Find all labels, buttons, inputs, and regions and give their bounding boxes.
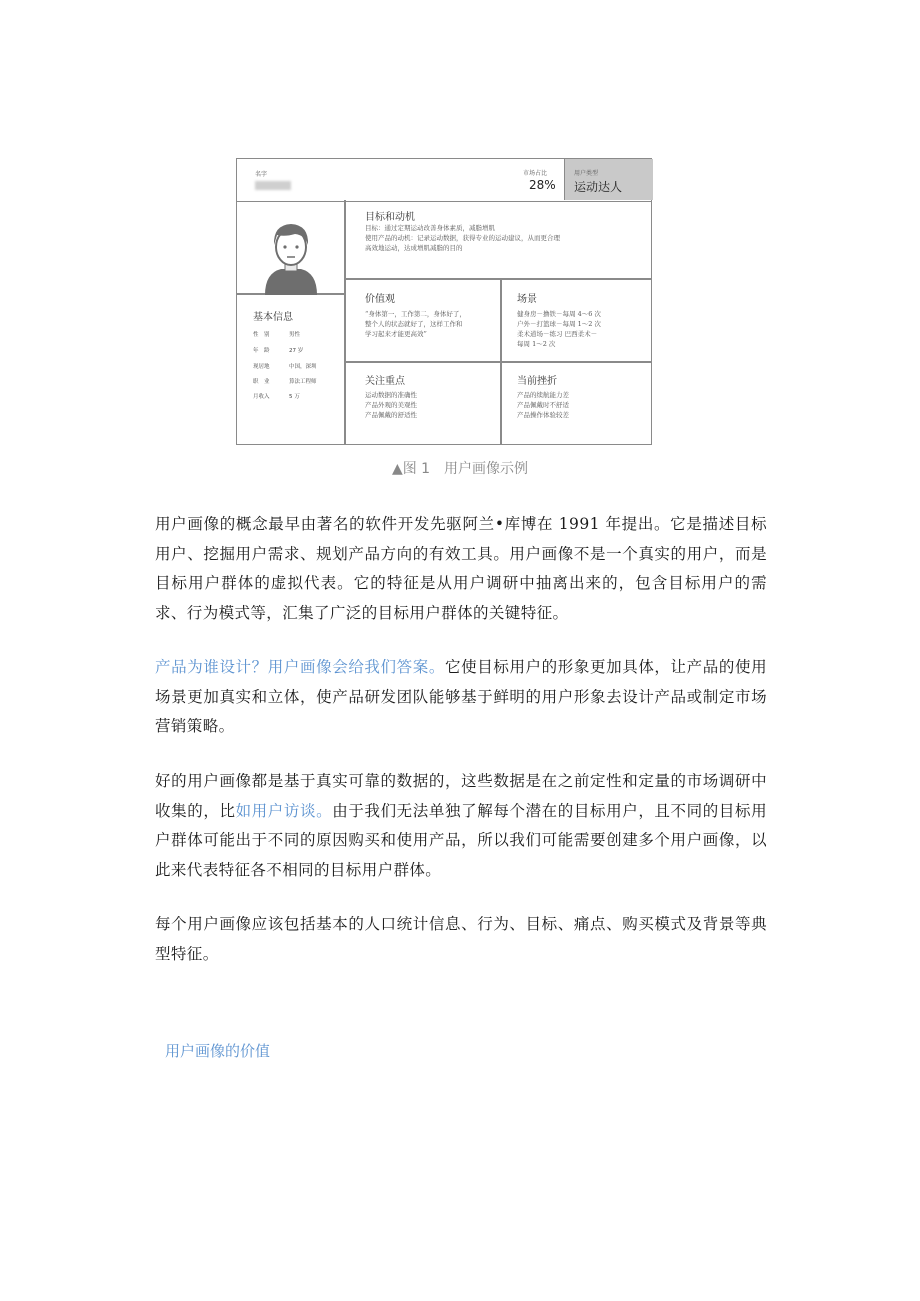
basic-info-title: 基本信息 (253, 312, 293, 323)
divider (344, 200, 346, 445)
paragraph-2: 产品为谁设计？用户画像会给我们答案。它使目标用户的形象更加具体，让产品的使用场景更加真实和立体，使产品研发团队能够基于鲜明的用户形象去设计产品或制定市场营销策略。 (155, 658, 767, 735)
figure-caption: ▲图 1 用户画像示例 (391, 461, 529, 477)
divider (500, 278, 502, 445)
divider (344, 361, 652, 363)
persona-header (237, 159, 651, 202)
frustrations-body: 产品的续航能力差 产品佩戴时不舒适 产品操作体验较差 (517, 391, 569, 419)
values-title: 价值观 (365, 294, 395, 305)
scenes-title: 场景 (517, 294, 537, 305)
basic-info-row: 性 别 男性 (253, 332, 301, 338)
name-label: 名字 (255, 171, 268, 178)
avatar-icon (265, 217, 317, 295)
inline-link-who-we-design-for[interactable]: 产品为谁设计？用户画像会给我们答案。 (155, 658, 445, 676)
paragraph-3: 好的用户画像都是基于真实可靠的数据的，这些数据是在之前定性和定量的市场调研中收集的，比如用户访谈。由于我们无法单独了解每个潜在的目标用户，且不同的目标用户群体可能出于不同的原因购买和使用产品，所以我们可能需要创建多个用户画像，以此来代表特征各不相同的目标用户群体。 (155, 772, 767, 879)
paragraph-1: 用户画像的概念最早由著名的软件开发先驱阿兰•库博在 1991 年提出。它是描述目标用户、挖掘用户需求、规划产品方向的有效工具。用户画像不是一个真实的用户，而是目标用户群体的虚拟代表。它的特征是从用户调研中抽离出来的，包含目标用户的需求、行为模式等，汇集了广泛的目标用户群体的关键特征。 (155, 515, 767, 622)
basic-info-row: 月收入 5 万 (253, 394, 300, 400)
market-share-value: 28% (529, 178, 556, 192)
frustrations-title: 当前挫折 (517, 376, 557, 387)
values-body: “身体第一，工作第二，身体好了， 整个人的状态就好了，这样工作和 学习起来才能更高效” (365, 310, 466, 338)
paragraph-4: 每个用户画像应该包括基本的人口统计信息、行为、目标、痛点、购买模式及背景等典型特征。 (155, 915, 767, 963)
name-value-blurred (255, 181, 291, 190)
basic-info-row: 年 龄 27 岁 (253, 348, 304, 354)
user-type-value: 运动达人 (574, 180, 623, 194)
basic-info-row: 职 业 算法工程师 (253, 379, 317, 385)
scenes-body: 健身房－撸铁－每周 4～6 次 户外－打篮球－每周 1～2 次 柔术道场－练习 巴西柔术－ 每周 1～2 次 (517, 310, 601, 348)
user-type-label: 用户类型 (574, 170, 599, 177)
section-heading-link[interactable]: 用户画像的价值 (165, 1042, 271, 1060)
user-type-cell (564, 159, 653, 200)
goals-title: 目标和动机 (365, 212, 415, 223)
focus-title: 关注重点 (365, 376, 405, 387)
basic-info-row: 现居地 中国，深圳 (253, 364, 317, 370)
market-share-label: 市场占比 (523, 170, 548, 177)
goals-body: 目标：通过定期运动改善身体素质，减脂增肌 使用产品的动机：记录运动数据，获得专业的运动建议，从而更合理 高效地运动，达成增肌减脂的目的 (365, 224, 560, 252)
persona-figure (236, 158, 652, 445)
focus-body: 运动数据的准确性 产品外观的美观性 产品佩戴的舒适性 (365, 391, 417, 419)
inline-link-user-interview[interactable]: 如用户访谈。 (235, 801, 333, 820)
divider (344, 278, 652, 280)
